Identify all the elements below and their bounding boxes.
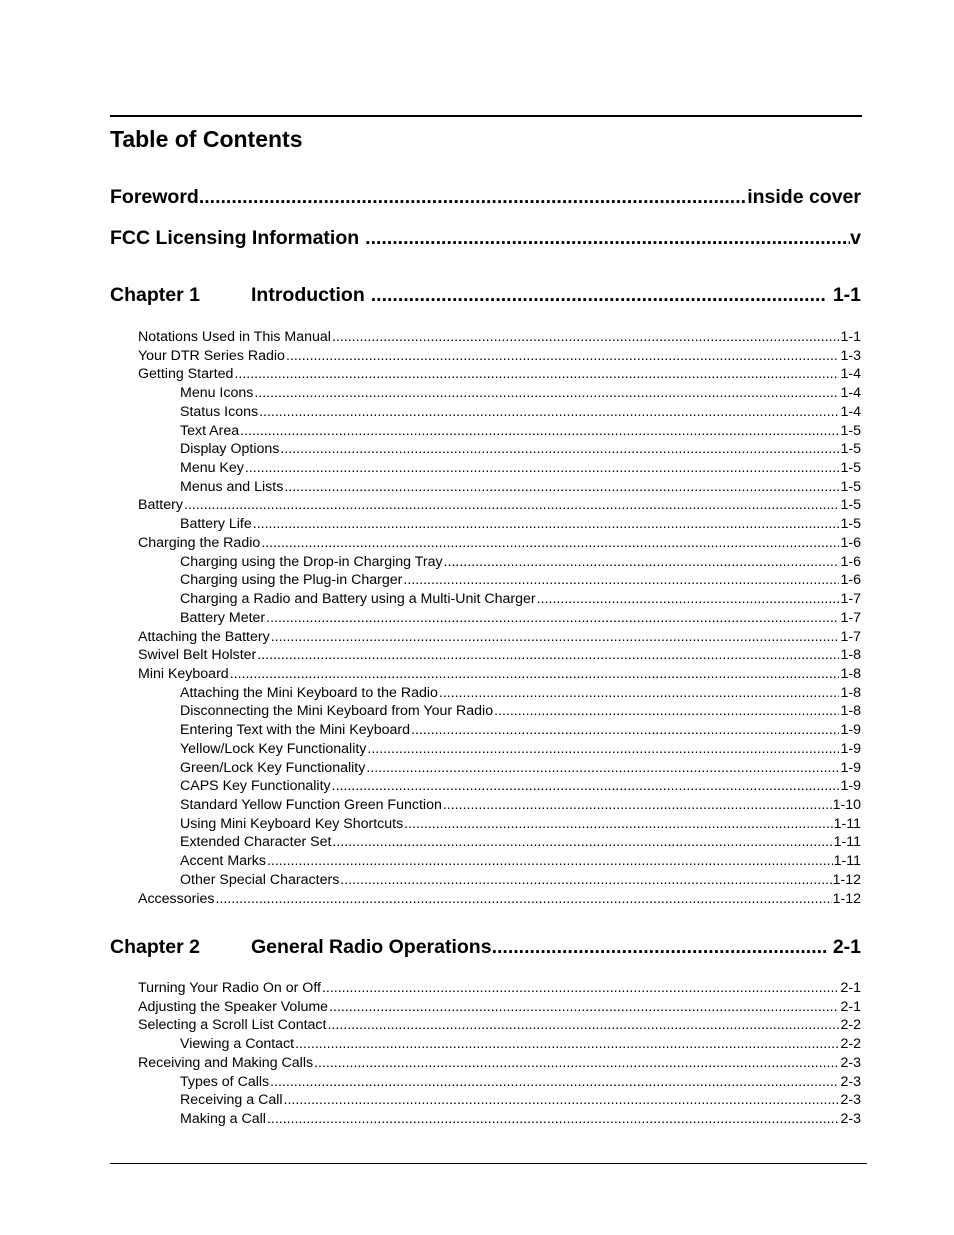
toc-entry-label: Attaching the Battery [138,628,270,645]
toc-entry-label: Text Area [180,422,240,439]
toc-entry-label: Using Mini Keyboard Key Shortcuts [180,815,404,832]
toc-entry-page: 1-9 [840,740,861,757]
toc-entry-page: 1-8 [840,703,861,720]
leader-dots [261,534,839,553]
chapter-2-page: 2-1 [832,936,861,958]
leader-dots [366,759,839,778]
toc-entry[interactable] [138,328,861,347]
toc-entry[interactable] [138,403,861,422]
toc-entry-label: Yellow/Lock Key Functionality [180,740,367,757]
toc-entry[interactable] [138,440,861,459]
leader-dots [271,628,840,647]
leader-dots [443,796,832,815]
leader-dots [245,459,840,478]
leader-dots [234,365,839,384]
toc-entry[interactable] [138,665,861,684]
leader-dots [253,515,840,534]
leader-dots [340,871,831,890]
toc-entry-page: 1-3 [840,347,861,364]
toc-entry[interactable] [138,384,861,403]
toc-entry-label: Entering Text with the Mini Keyboard [180,722,411,739]
toc-entry[interactable] [138,721,861,740]
toc-entry-label: Making a Call [180,1111,266,1128]
toc-entry-page: 2-3 [840,1054,861,1071]
toc-entry[interactable] [138,740,861,759]
toc-entry-page: 1-7 [840,609,861,626]
leader-dots [284,478,839,497]
toc-chapter-1[interactable] [110,284,861,307]
toc-entry[interactable] [138,871,861,890]
toc-entry-page: 1-8 [840,684,861,701]
toc-entry-page: 1-9 [840,722,861,739]
toc-entry-page: 1-7 [840,628,861,645]
toc-foreword[interactable] [110,186,861,209]
toc-entry-page: 1-6 [840,534,861,551]
toc-entry-page: 1-6 [840,572,861,589]
toc-entry-label: Other Special Characters [180,871,340,888]
toc-entry-label: Mini Keyboard [138,665,229,682]
toc-fcc-page: v [850,227,861,249]
toc-entry-page: 1-5 [840,441,861,458]
leader-dots [411,721,839,740]
toc-entry-page: 1-1 [840,329,861,345]
toc-entry[interactable] [138,422,861,441]
leader-dots [257,646,839,665]
toc-entry-label: Display Options [180,441,280,458]
leader-dots [492,936,827,959]
toc-entry[interactable] [138,571,861,590]
toc-entry[interactable] [138,759,861,778]
toc-entry[interactable] [138,628,861,647]
leader-dots [284,1091,840,1110]
toc-entry-page: 1-4 [840,403,861,420]
toc-entry-page: 2-2 [840,1036,861,1053]
toc-entry[interactable] [138,815,861,834]
toc-foreword-page: inside cover [747,186,861,208]
toc-entry[interactable] [138,702,861,721]
toc-entry-label: Extended Character Set [180,834,332,851]
toc-entry-page: 2-3 [840,1092,861,1109]
leader-dots [403,571,839,590]
leader-dots [371,284,827,307]
leader-dots [267,852,833,871]
leader-dots [439,684,840,703]
leader-dots [267,1110,840,1129]
toc-entry[interactable] [138,852,861,871]
toc-entry[interactable] [138,478,861,497]
toc-entry[interactable] [138,833,861,852]
toc-entry-page: 1-10 [832,796,861,813]
toc-entry-label: Notations Used in This Manual [138,329,331,345]
toc-entry-page: 1-9 [840,759,861,776]
toc-chapter-2[interactable] [110,936,861,959]
toc-entry-label: Types of Calls [180,1073,270,1090]
toc-entry[interactable] [138,1035,861,1054]
toc-entry-label: Adjusting the Speaker Volume [138,998,329,1015]
leader-dots [444,553,840,572]
toc-entry[interactable] [138,365,861,384]
leader-dots [266,609,839,628]
toc-entry-page: 1-5 [840,422,861,439]
toc-entry-label: CAPS Key Functionality [180,778,331,795]
leader-dots [184,496,840,515]
toc-entry[interactable] [138,979,861,998]
toc-entry-label: Your DTR Series Radio [138,347,285,364]
toc-entry-label: Accent Marks [180,853,266,870]
toc-entry[interactable] [138,347,861,366]
toc-entry-label: Menus and Lists [180,478,284,495]
leader-dots [259,403,839,422]
bottom-rule [110,1163,867,1164]
leader-dots [199,186,747,209]
toc-entry[interactable] [138,590,861,609]
chapter-1-number: Chapter 1 [110,284,200,306]
toc-entry-label: Status Icons [180,403,259,420]
leader-dots [322,979,840,998]
toc-entry-page: 1-9 [840,778,861,795]
leader-dots [537,590,840,609]
toc-entry-page: 2-2 [840,1017,861,1034]
toc-entry-page: 2-3 [840,1073,861,1090]
toc-entry-label: Swivel Belt Holster [138,647,257,664]
leader-dots [367,740,839,759]
toc-entry-label: Turning Your Radio On or Off [138,980,321,996]
toc-entry-page: 1-5 [840,497,861,514]
toc-entry-page: 1-11 [833,834,861,851]
chapter-2-number: Chapter 2 [110,936,200,958]
top-rule [110,115,862,117]
toc-entry[interactable] [138,1073,861,1092]
toc-entry-page: 1-4 [840,385,861,402]
toc-entry-label: Charging using the Plug-in Charger [180,572,403,589]
toc-entry[interactable] [138,534,861,553]
leader-dots [280,440,839,459]
toc-foreword-label: Foreword [110,186,199,208]
toc-entry-label: Standard Yellow Function Green Function [180,796,442,813]
leader-dots [314,1054,839,1073]
toc-entry-page: 1-8 [840,647,861,664]
toc-entry-label: Battery Meter [180,609,266,626]
toc-entry-page: 1-7 [840,591,861,608]
toc-entry[interactable] [138,998,861,1017]
toc-entry[interactable] [138,496,861,515]
toc-entry[interactable] [138,1110,861,1129]
toc-entry-page: 1-11 [833,815,861,832]
toc-entry-page: 2-1 [840,980,861,996]
toc-entry[interactable] [138,646,861,665]
leader-dots [332,328,840,347]
leader-dots [286,347,840,366]
toc-entry[interactable] [138,1091,861,1110]
leader-dots [295,1035,839,1054]
leader-dots [329,998,839,1017]
leader-dots [365,227,850,250]
toc-entry[interactable] [138,890,861,909]
toc-entry-label: Battery [138,497,183,514]
leader-dots [270,1073,839,1092]
chapter-2-title: General Radio Operations [251,936,492,958]
toc-entry[interactable] [138,796,861,815]
leader-dots [327,1016,839,1035]
toc-entry-page: 1-5 [840,460,861,477]
toc-entry-label: Charging a Radio and Battery using a Multi-Unit Charger [180,591,536,608]
toc-entry-page: 1-5 [840,478,861,495]
leader-dots [230,665,840,684]
toc-entry-label: Viewing a Contact [180,1036,295,1053]
toc-entry[interactable] [138,609,861,628]
toc-fcc-label: FCC Licensing Information [110,227,360,249]
page-title: Table of Contents [110,126,303,152]
toc-entry-label: Battery Life [180,516,252,533]
chapter-1-title: Introduction [251,284,365,306]
toc-entry-label: Menu Key [180,460,244,477]
toc-entry-page: 1-4 [840,366,861,383]
toc-entry[interactable] [138,459,861,478]
toc-entry-label: Getting Started [138,366,234,383]
toc-entry[interactable] [138,1016,861,1035]
toc-fcc-licensing[interactable] [110,227,861,250]
toc-entry[interactable] [138,684,861,703]
chapter-1-entries [138,328,861,908]
toc-entry-label: Accessories [138,890,215,907]
leader-dots [240,422,839,441]
toc-entry-label: Receiving a Call [180,1092,283,1109]
toc-entry[interactable] [138,515,861,534]
chapter-2-entries [138,979,861,1129]
toc-entry-page: 1-5 [840,516,861,533]
toc-entry[interactable] [138,777,861,796]
toc-entry-label: Green/Lock Key Functionality [180,759,366,776]
toc-entry-label: Attaching the Mini Keyboard to the Radio [180,684,438,701]
toc-entry[interactable] [138,1054,861,1073]
toc-entry-label: Selecting a Scroll List Contact [138,1017,327,1034]
toc-entry-label: Receiving and Making Calls [138,1054,314,1071]
toc-entry-page: 1-12 [832,890,861,907]
chapter-1-page: 1-1 [832,284,861,306]
leader-dots [332,833,832,852]
leader-dots [332,777,840,796]
toc-entry-label: Charging the Radio [138,534,261,551]
toc-entry-page: 2-3 [840,1111,861,1128]
toc-entry-page: 1-12 [832,871,861,888]
toc-entry-page: 1-6 [840,553,861,570]
leader-dots [215,890,831,909]
leader-dots [254,384,839,403]
toc-entry-page: 2-1 [840,998,861,1015]
toc-entry-page: 1-11 [833,853,861,870]
toc-entry[interactable] [138,553,861,572]
leader-dots [404,815,832,834]
toc-entry-label: Menu Icons [180,385,254,402]
toc-entry-label: Charging using the Drop-in Charging Tray [180,553,443,570]
toc-entry-label: Disconnecting the Mini Keyboard from Your Radio [180,703,494,720]
toc-entry-page: 1-8 [840,665,861,682]
leader-dots [494,702,839,721]
